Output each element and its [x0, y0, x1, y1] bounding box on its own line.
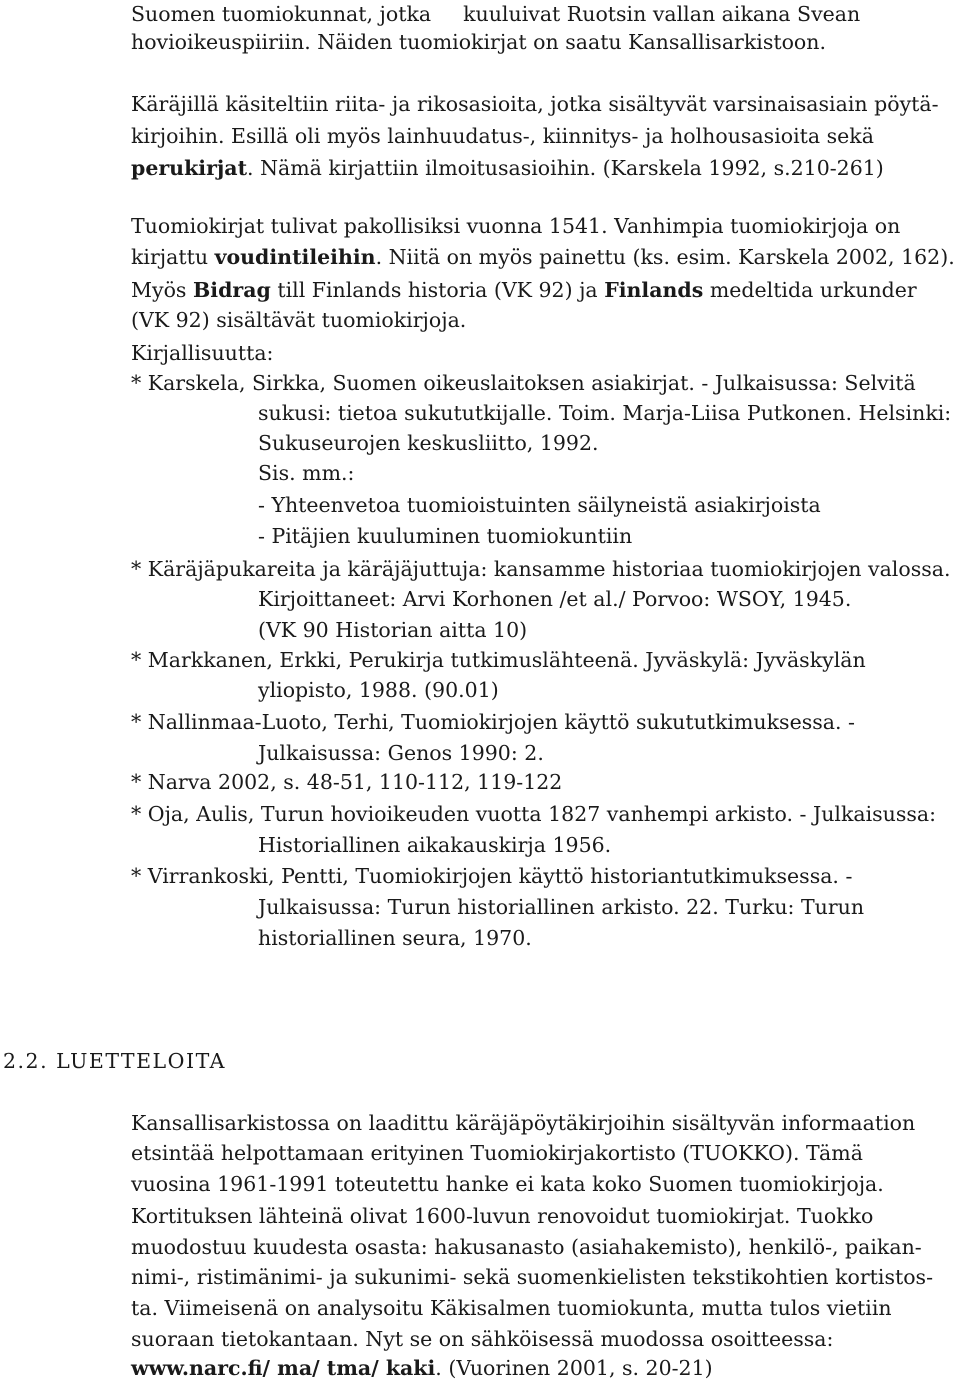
bold-term: perukirjat: [131, 156, 248, 180]
intro-text-b: kuuluivat Ruotsin vallan aikana Svean: [463, 2, 861, 26]
bibliography-entry-cont: - Pitäjien kuuluminen tuomiokuntiin: [258, 524, 633, 548]
paragraph-line: [131, 276, 917, 304]
bibliography-entry: * Nallinmaa-Luoto, Terhi, Tuomiokirjojen käyttö sukututkimuksessa. -: [131, 710, 855, 734]
bibliography-entry-cont: yliopisto, 1988. (90.01): [258, 678, 499, 702]
paragraph-text: till Finlands historia (VK 92) ja: [270, 278, 605, 302]
paragraph-text: Myös: [131, 278, 193, 302]
bibliography-entry-cont: Julkaisussa: Turun historiallinen arkisto. 22. Turku: Turun: [258, 895, 865, 919]
bibliography-entry-cont: Julkaisussa: Genos 1990: 2.: [258, 741, 544, 765]
bibliography-heading: Kirjallisuutta:: [131, 341, 274, 365]
bibliography-entry-cont: historiallinen seura, 1970.: [258, 926, 532, 950]
archive-url: www.narc.fi/ ma/ tma/ kaki: [131, 1356, 436, 1380]
bibliography-entry: * Virrankoski, Pentti, Tuomiokirjojen käyttö historiantutkimuksessa. -: [131, 864, 853, 888]
bibliography-entry: * Karskela, Sirkka, Suomen oikeuslaitoksen asiakirjat. - Julkaisussa: Selvitä: [131, 371, 916, 395]
section-line: suoraan tietokantaan. Nyt se on sähköisessä muodossa osoitteessa:: [131, 1327, 834, 1351]
intro-line: hovioikeuspiiriin. Näiden tuomiokirjat on saatu Kansallisarkistoon.: [131, 30, 826, 54]
section-line: Kansallisarkistossa on laadittu käräjäpöytäkirjoihin sisältyvän informaation: [131, 1111, 916, 1135]
bibliography-entry-cont: Historiallinen aikakauskirja 1956.: [258, 833, 612, 857]
paragraph-text: . Niitä on myös painettu (ks. esim. Karskela 2002, 162).: [375, 245, 955, 269]
bibliography-entry-cont: sukusi: tietoa sukututkijalle. Toim. Marja-Liisa Putkonen. Helsinki:: [258, 401, 952, 425]
intro-text-a: Suomen tuomiokunnat, jotka: [131, 2, 432, 26]
section-heading: 2.2. LUETTELOITA: [3, 1049, 226, 1073]
paragraph-text: . Nämä kirjattiin ilmoitusasioihin. (Karskela 1992, s.210-261): [247, 156, 884, 180]
paragraph-line: (VK 92) sisältävät tuomiokirjoja.: [131, 308, 467, 332]
bibliography-entry: * Narva 2002, s. 48-51, 110-112, 119-122: [131, 770, 563, 794]
intro-line: [131, 0, 860, 28]
bibliography-entry-cont: Kirjoittaneet: Arvi Korhonen /et al./ Porvoo: WSOY, 1945.: [258, 587, 852, 611]
section-line: muodostuu kuudesta osasta: hakusanasto (asiahakemisto), henkilö-, paikan-: [131, 1235, 922, 1259]
paragraph-text: medeltida urkunder: [703, 278, 917, 302]
bibliography-entry-cont: (VK 90 Historian aitta 10): [258, 618, 528, 642]
section-text: . (Vuorinen 2001, s. 20-21): [435, 1356, 713, 1380]
section-line: Kortituksen lähteinä olivat 1600-luvun renovoidut tuomiokirjat. Tuokko: [131, 1204, 874, 1228]
paragraph-line: [131, 243, 955, 271]
paragraph-line: Tuomiokirjat tulivat pakollisiksi vuonna 1541. Vanhimpia tuomiokirjoja on: [131, 214, 901, 238]
bibliography-entry: * Käräjäpukareita ja käräjäjuttuja: kansamme historiaa tuomiokirjojen valossa.: [131, 557, 951, 581]
section-line: [131, 1354, 713, 1382]
bibliography-entry: * Markkanen, Erkki, Perukirja tutkimuslähteenä. Jyväskylä: Jyväskylän: [131, 648, 866, 672]
bold-term: Bidrag: [192, 278, 271, 302]
paragraph-line: Käräjillä käsiteltiin riita- ja rikosasioita, jotka sisältyvät varsinaisasiain pöytä-: [131, 92, 939, 116]
bibliography-entry-cont: Sukuseurojen keskusliitto, 1992.: [258, 431, 599, 455]
section-line: nimi-, ristimänimi- ja sukunimi- sekä suomenkielisten tekstikohtien kortistos-: [131, 1265, 933, 1289]
paragraph-line: kirjoihin. Esillä oli myös lainhuudatus-, kiinnitys- ja holhousasioita sekä: [131, 124, 874, 148]
paragraph-line: [131, 154, 884, 182]
bibliography-entry: * Oja, Aulis, Turun hovioikeuden vuotta 1827 vanhempi arkisto. - Julkaisussa:: [131, 802, 937, 826]
section-line: vuosina 1961-1991 toteutettu hanke ei kata koko Suomen tuomiokirjoja.: [131, 1172, 884, 1196]
bold-term: voudintileihin: [214, 245, 376, 269]
bibliography-entry-cont: Sis. mm.:: [258, 461, 355, 485]
paragraph-text: kirjattu: [131, 245, 215, 269]
bold-term: Finlands: [604, 278, 704, 302]
section-line: etsintää helpottamaan erityinen Tuomiokirjakortisto (TUOKKO). Tämä: [131, 1141, 863, 1165]
bibliography-entry-cont: - Yhteenvetoa tuomioistuinten säilyneistä asiakirjoista: [258, 493, 821, 517]
section-line: ta. Viimeisenä on analysoitu Käkisalmen tuomiokunta, mutta tulos vietiin: [131, 1296, 892, 1320]
